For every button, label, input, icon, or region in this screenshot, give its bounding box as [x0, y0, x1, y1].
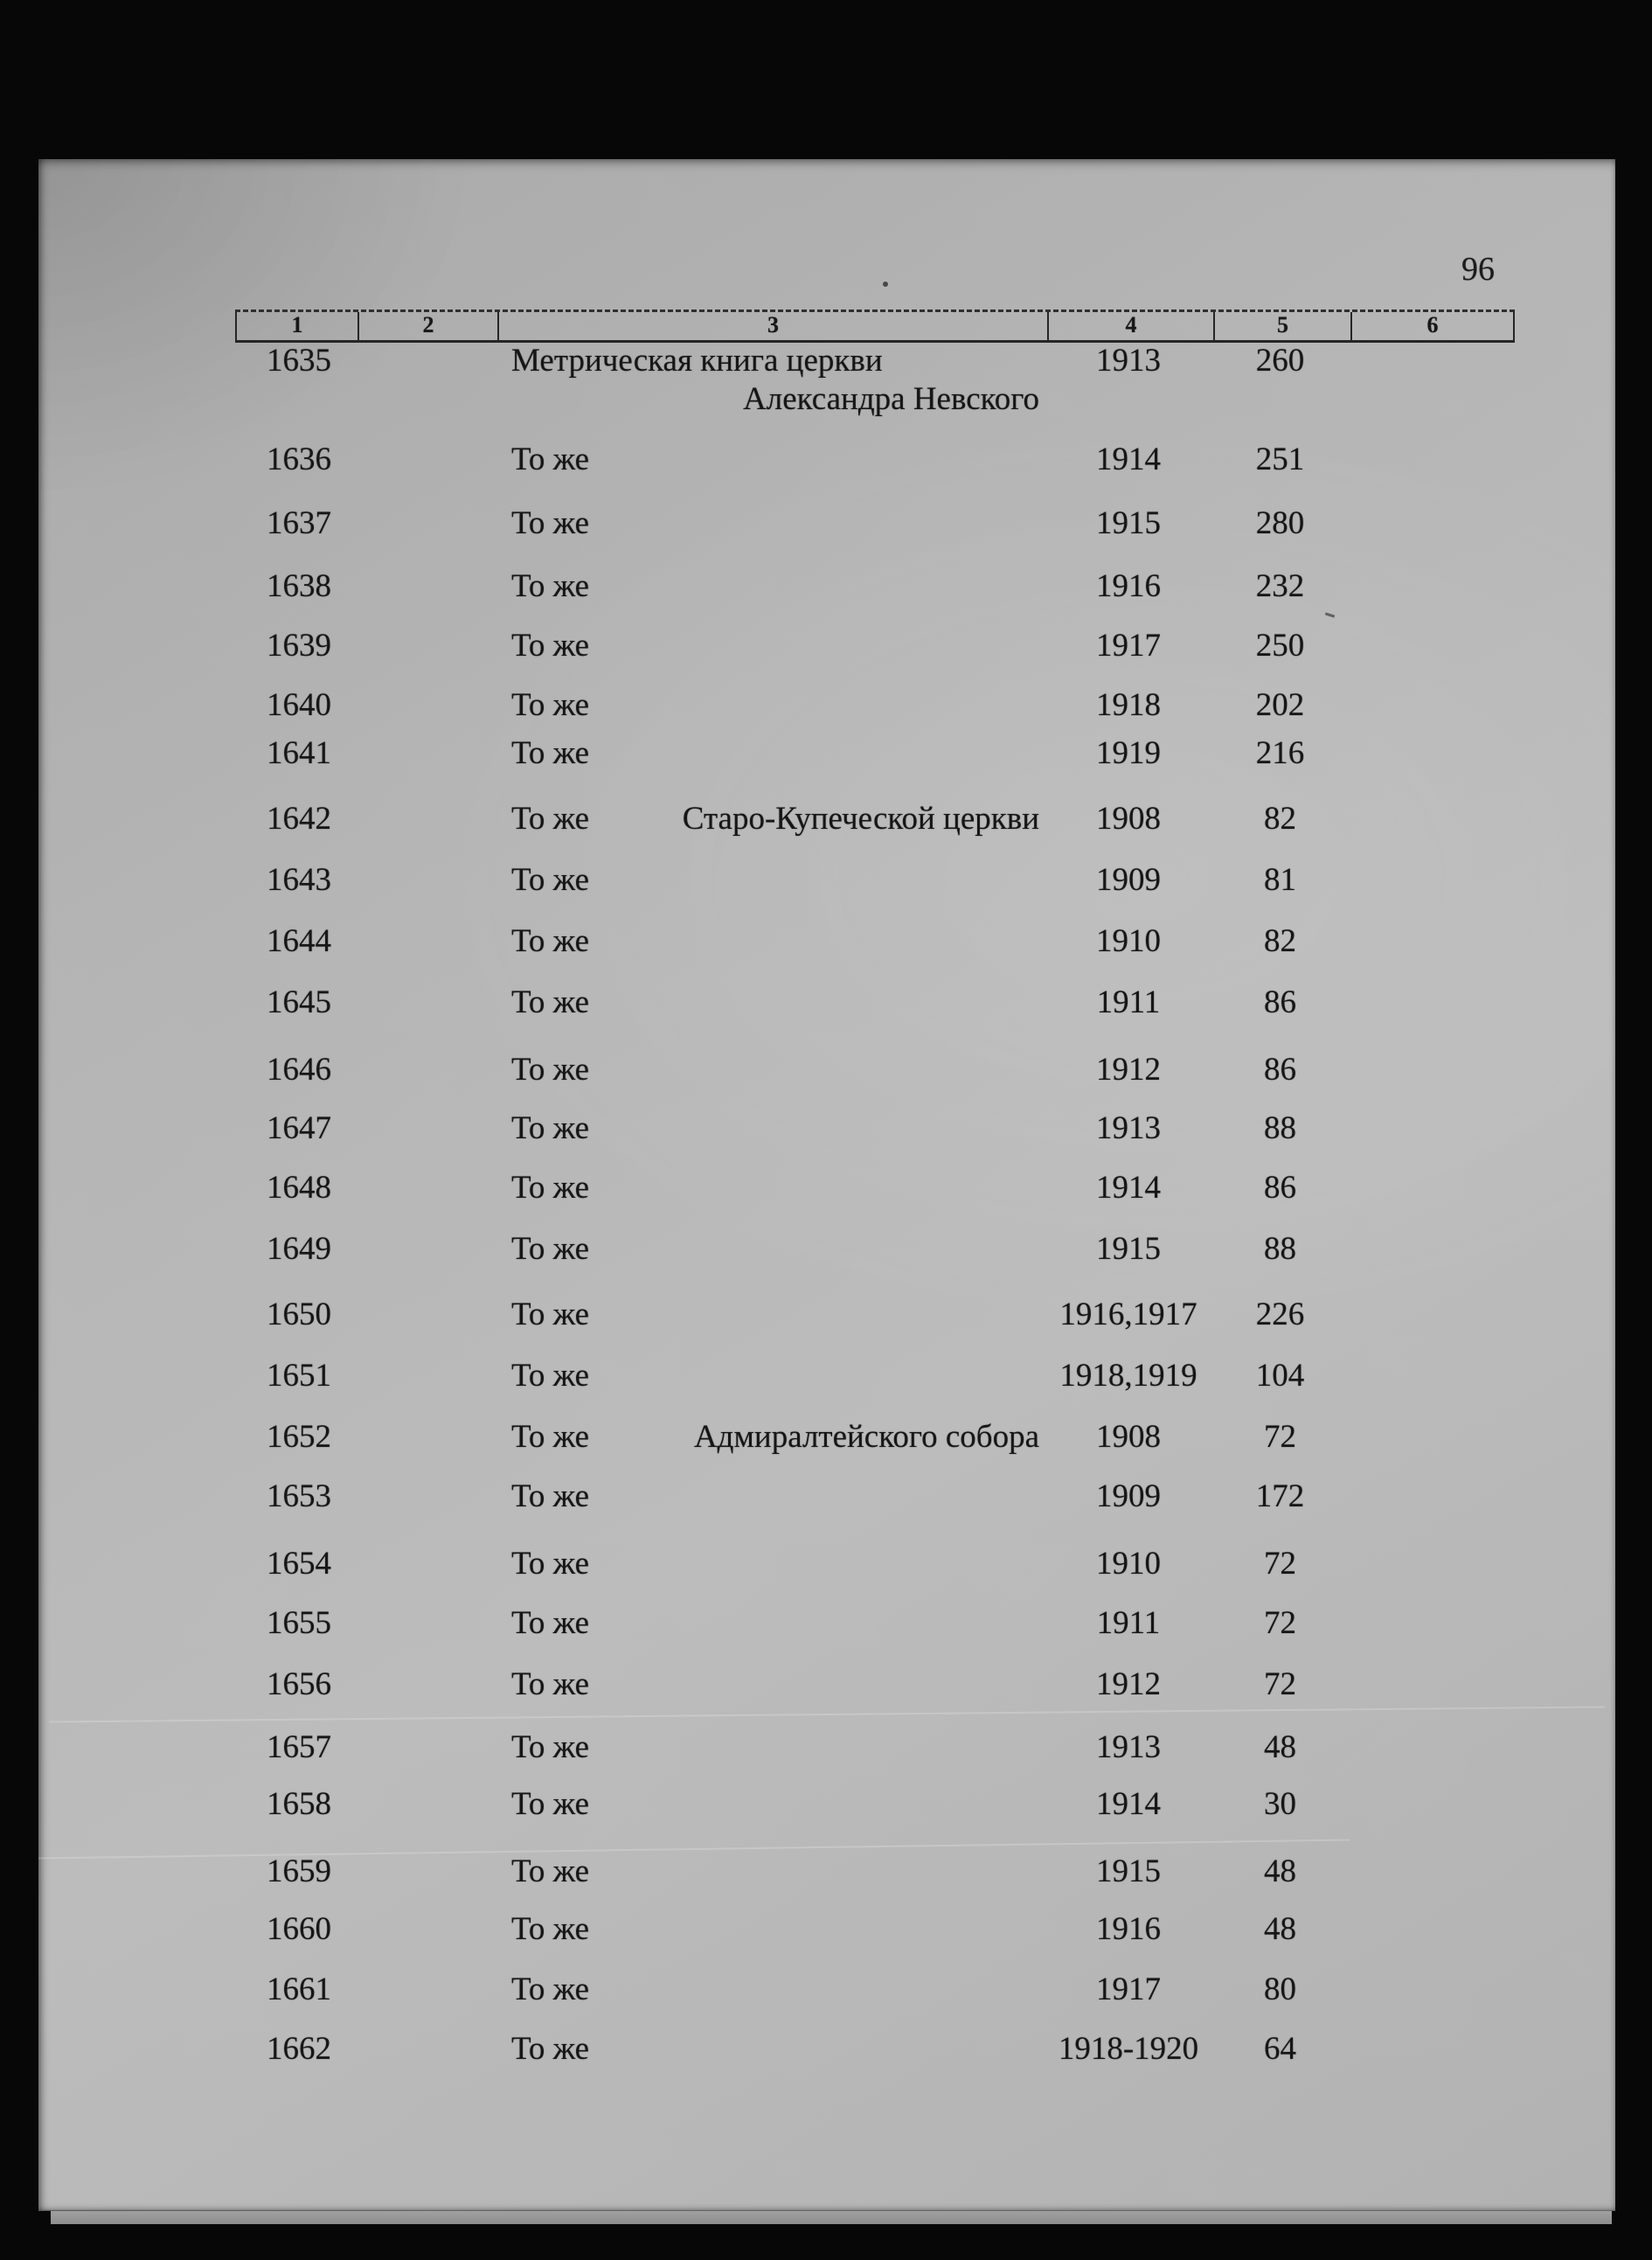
years-cell: 1916 [1096, 1911, 1161, 1947]
file-number-cell: 1659 [267, 1853, 331, 1889]
description-cell: То же [511, 735, 590, 771]
header-cell-2: 2 [357, 312, 497, 340]
header-cell-6: 6 [1350, 312, 1513, 340]
file-number-cell: 1647 [267, 1110, 331, 1146]
years-cell: 1913 [1096, 1729, 1161, 1765]
years-cell: 1914 [1096, 442, 1161, 477]
description-cell: То же [511, 1358, 590, 1394]
file-number-cell: 1654 [267, 1546, 331, 1582]
years-cell: 1909 [1096, 862, 1161, 898]
description-cell: Метрическая книга церкви [511, 343, 883, 379]
years-cell: 1918 [1096, 687, 1161, 723]
file-number-cell: 1635 [267, 343, 331, 379]
description-cell: То же [511, 801, 590, 837]
file-number-cell: 1655 [267, 1605, 331, 1641]
file-number-cell: 1646 [267, 1052, 331, 1088]
years-cell: 1908 [1096, 801, 1161, 837]
description-cell: То же [511, 628, 590, 664]
years-cell: 1915 [1096, 1231, 1161, 1267]
description-cell: То же [511, 1478, 590, 1514]
description-cell: То же [511, 862, 590, 898]
table-row [235, 686, 1515, 727]
description-cell: То же [511, 1231, 590, 1267]
file-number-cell: 1640 [267, 687, 331, 723]
table-row [235, 1910, 1515, 1951]
description-cell: То же [511, 923, 590, 959]
years-cell: 1914 [1096, 1170, 1161, 1206]
table-body [235, 159, 1515, 2210]
file-number-cell: 1639 [267, 628, 331, 664]
pages-count-cell: 216 [1255, 735, 1305, 771]
header-cell-5: 5 [1213, 312, 1350, 340]
pages-count-cell: 232 [1255, 568, 1305, 604]
table-row [235, 504, 1515, 545]
file-number-cell: 1648 [267, 1170, 331, 1206]
church-name-cell: Старо-Купеческой церкви [682, 801, 1039, 837]
table-row [235, 1728, 1515, 1769]
file-number-cell: 1661 [267, 1971, 331, 2007]
description-cell: То же [511, 1971, 590, 2007]
table-row [235, 1357, 1515, 1397]
file-number-cell: 1658 [267, 1786, 331, 1822]
pages-count-cell: 172 [1255, 1478, 1305, 1514]
pages-count-cell: 48 [1264, 1729, 1296, 1765]
table-row [235, 1296, 1515, 1336]
pages-count-cell: 260 [1255, 343, 1305, 379]
pages-count-cell: 82 [1264, 923, 1296, 959]
file-number-cell: 1638 [267, 568, 331, 604]
years-cell: 1917 [1096, 628, 1161, 664]
description-cell: То же [511, 687, 590, 723]
pages-count-cell: 251 [1255, 442, 1305, 477]
pages-count-cell: 72 [1264, 1666, 1296, 1702]
file-number-cell: 1645 [267, 984, 331, 1020]
years-cell: 1908 [1096, 1419, 1161, 1455]
years-cell: 1912 [1096, 1666, 1161, 1702]
table-row [235, 1230, 1515, 1270]
table-row [235, 2030, 1515, 2070]
years-cell: 1910 [1096, 923, 1161, 959]
pages-count-cell: 48 [1264, 1853, 1296, 1889]
years-cell: 1912 [1096, 1052, 1161, 1088]
years-cell: 1913 [1096, 1110, 1161, 1146]
years-cell: 1916,1917 [1059, 1297, 1197, 1332]
table-row [235, 342, 1515, 417]
table-row [235, 1169, 1515, 1209]
table-row [235, 1971, 1515, 2011]
file-number-cell: 1642 [267, 801, 331, 837]
table-row [235, 1051, 1515, 1091]
years-cell: 1913 [1096, 343, 1161, 379]
table-row [235, 1604, 1515, 1645]
file-number-cell: 1662 [267, 2031, 331, 2067]
description-cell: То же [511, 1297, 590, 1332]
header-cell-4: 4 [1047, 312, 1213, 340]
file-number-cell: 1651 [267, 1358, 331, 1394]
document-page [38, 159, 1615, 2211]
pages-count-cell: 64 [1264, 2031, 1296, 2067]
years-cell: 1915 [1096, 1853, 1161, 1889]
description-cell: То же [511, 442, 590, 477]
church-name-cell: Адмиралтейского собора [693, 1419, 1039, 1455]
file-number-cell: 1656 [267, 1666, 331, 1702]
pages-count-cell: 250 [1255, 628, 1305, 664]
pages-count-cell: 88 [1264, 1110, 1296, 1146]
pages-count-cell: 280 [1255, 505, 1305, 541]
description-cell: То же [511, 1052, 590, 1088]
pages-count-cell: 86 [1264, 984, 1296, 1020]
page-number: 96 [1461, 251, 1495, 288]
description-cell: То же [511, 568, 590, 604]
description-cell: То же [511, 1911, 590, 1947]
file-number-cell: 1653 [267, 1478, 331, 1514]
description-cell: То же [511, 1546, 590, 1582]
table-row [235, 441, 1515, 481]
pages-count-cell: 30 [1264, 1786, 1296, 1822]
table-row [235, 627, 1515, 667]
table-row [235, 1109, 1515, 1150]
description-cell: То же [511, 984, 590, 1020]
description-cell: То же [511, 1170, 590, 1206]
description-cell: То же [511, 2031, 590, 2067]
file-number-cell: 1649 [267, 1231, 331, 1267]
description-cell: То же [511, 1666, 590, 1702]
description-cell: То же [511, 1853, 590, 1889]
pages-count-cell: 86 [1264, 1170, 1296, 1206]
pages-count-cell: 81 [1264, 862, 1296, 898]
table-row [235, 1665, 1515, 1706]
table-row [235, 1418, 1515, 1458]
years-cell: 1916 [1096, 568, 1161, 604]
table-row [235, 922, 1515, 963]
ink-speck-icon [883, 282, 888, 287]
years-cell: 1911 [1096, 984, 1161, 1020]
pages-count-cell: 72 [1264, 1605, 1296, 1641]
description-line2-cell: Александра Невского [743, 381, 1039, 417]
file-number-cell: 1636 [267, 442, 331, 477]
file-number-cell: 1657 [267, 1729, 331, 1765]
file-number-cell: 1637 [267, 505, 331, 541]
pages-count-cell: 82 [1264, 801, 1296, 837]
description-cell: То же [511, 1110, 590, 1146]
table-row [235, 1853, 1515, 1893]
years-cell: 1911 [1096, 1605, 1161, 1641]
description-cell: То же [511, 505, 590, 541]
table-row [235, 734, 1515, 775]
years-cell: 1909 [1096, 1478, 1161, 1514]
years-cell: 1914 [1096, 1786, 1161, 1822]
description-cell: То же [511, 1786, 590, 1822]
file-number-cell: 1641 [267, 735, 331, 771]
table-row [235, 1545, 1515, 1585]
pages-count-cell: 72 [1264, 1419, 1296, 1455]
file-number-cell: 1660 [267, 1911, 331, 1947]
table-row [235, 1785, 1515, 1825]
file-number-cell: 1652 [267, 1419, 331, 1455]
pages-count-cell: 48 [1264, 1911, 1296, 1947]
description-cell: То же [511, 1605, 590, 1641]
years-cell: 1918,1919 [1059, 1358, 1197, 1394]
pages-count-cell: 202 [1255, 687, 1305, 723]
table-row [235, 984, 1515, 1024]
table-row [235, 1478, 1515, 1518]
pages-count-cell: 80 [1264, 1971, 1296, 2007]
header-cell-3: 3 [497, 312, 1047, 340]
pages-count-cell: 72 [1264, 1546, 1296, 1582]
years-cell: 1919 [1096, 735, 1161, 771]
pages-count-cell: 104 [1255, 1358, 1305, 1394]
pages-count-cell: 226 [1255, 1297, 1305, 1332]
description-cell: То же [511, 1419, 590, 1455]
header-cell-1: 1 [291, 312, 303, 337]
years-cell: 1917 [1096, 1971, 1161, 2007]
table-row [235, 800, 1515, 840]
description-cell: То же [511, 1729, 590, 1765]
table-row [235, 861, 1515, 901]
file-number-cell: 1644 [267, 923, 331, 959]
years-cell: 1915 [1096, 505, 1161, 541]
table-row [235, 567, 1515, 608]
pages-count-cell: 86 [1264, 1052, 1296, 1088]
years-cell: 1918-1920 [1058, 2031, 1199, 2067]
years-cell: 1910 [1096, 1546, 1161, 1582]
file-number-cell: 1650 [267, 1297, 331, 1332]
pages-count-cell: 88 [1264, 1231, 1296, 1267]
file-number-cell: 1643 [267, 862, 331, 898]
